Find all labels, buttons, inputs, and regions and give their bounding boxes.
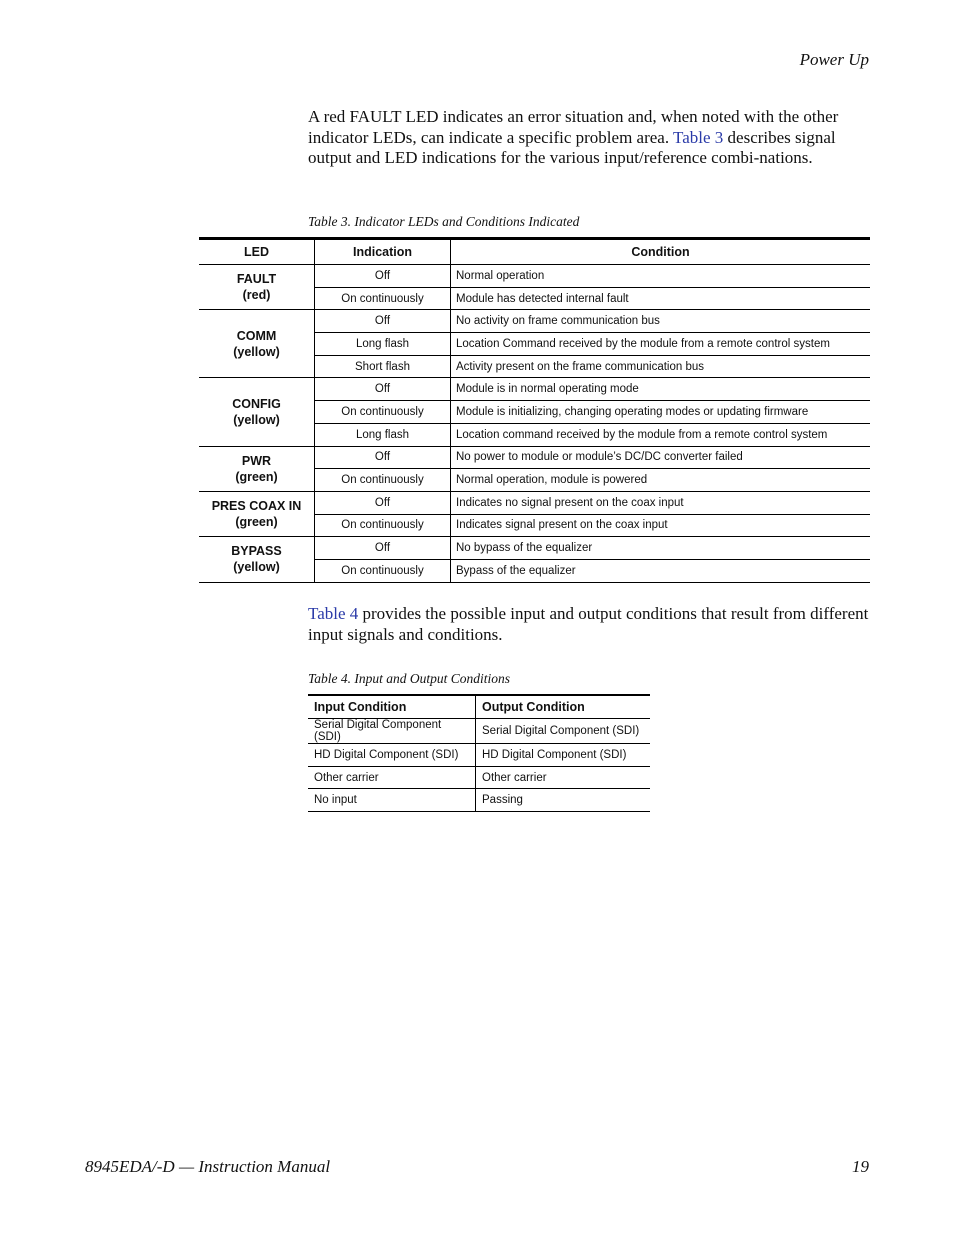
table3-caption: Table 3. Indicator LEDs and Conditions Indicated xyxy=(308,214,580,229)
led-color: (green) xyxy=(235,469,278,484)
indication-cell: On continuously xyxy=(315,514,451,537)
table4-intro-paragraph xyxy=(308,604,870,645)
intro-paragraph xyxy=(308,107,870,169)
led-name-cell xyxy=(199,310,315,378)
input-output-table xyxy=(308,694,650,812)
table4-caption: Table 4. Input and Output Conditions xyxy=(308,671,511,686)
led-name: FAULT xyxy=(236,272,277,287)
indication-cell: Long flash xyxy=(315,333,451,356)
condition-cell: Normal operation xyxy=(451,265,871,288)
led-color: (yellow) xyxy=(233,344,280,359)
output-cell: HD Digital Component (SDI) xyxy=(476,744,651,767)
table-row xyxy=(308,766,650,789)
col-header-indication: Indication xyxy=(315,239,451,265)
led-name: CONFIG xyxy=(232,396,281,411)
table-row xyxy=(199,378,870,401)
led-color: (yellow) xyxy=(233,560,280,575)
condition-cell: No bypass of the equalizer xyxy=(451,537,871,560)
table-row xyxy=(199,265,870,288)
running-head: Power Up xyxy=(799,50,869,69)
intro-text-2: describes signal output and LED indications for the various input/reference combi-nations. xyxy=(308,127,836,167)
condition-cell: Location Command received by the module from a remote control system xyxy=(451,333,871,356)
indication-cell: On continuously xyxy=(315,401,451,424)
intro-text-1: A red FAULT LED indicates an error situation and, when noted with the other indicator LEDs, can indicate a specific problem area. xyxy=(308,107,839,147)
output-cell: Passing xyxy=(476,789,651,812)
col-header-input: Input Condition xyxy=(308,695,476,719)
table-row xyxy=(199,446,870,469)
table4-link[interactable]: Table 4 xyxy=(308,604,359,623)
condition-cell: Indicates signal present on the coax input xyxy=(451,514,871,537)
condition-cell: No activity on frame communication bus xyxy=(451,310,871,333)
indication-cell: On continuously xyxy=(315,287,451,310)
input-cell: Other carrier xyxy=(308,766,476,789)
indication-cell: Long flash xyxy=(315,423,451,446)
table-row xyxy=(308,789,650,812)
led-name-cell xyxy=(199,265,315,310)
condition-cell: Indicates no signal present on the coax input xyxy=(451,491,871,514)
led-color: (red) xyxy=(242,288,271,303)
table-header-row xyxy=(199,239,870,265)
input-cell: No input xyxy=(308,789,476,812)
condition-cell: Module is in normal operating mode xyxy=(451,378,871,401)
condition-cell: No power to module or module’s DC/DC converter failed xyxy=(451,446,871,469)
led-color: (yellow) xyxy=(233,412,280,427)
led-name: PWR xyxy=(241,453,272,468)
led-name: COMM xyxy=(236,328,277,343)
led-name-cell xyxy=(199,491,315,536)
indication-cell: Off xyxy=(315,378,451,401)
output-cell: Other carrier xyxy=(476,766,651,789)
indication-cell: Short flash xyxy=(315,355,451,378)
table-header-row xyxy=(308,695,650,719)
indication-cell: Off xyxy=(315,446,451,469)
input-cell: HD Digital Component (SDI) xyxy=(308,744,476,767)
indication-cell: Off xyxy=(315,310,451,333)
footer-manual-title: 8945EDA/-D — Instruction Manual xyxy=(85,1157,331,1176)
led-name-cell xyxy=(199,537,315,582)
table-row xyxy=(199,310,870,333)
led-color: (green) xyxy=(235,515,278,530)
col-header-led: LED xyxy=(199,239,315,265)
condition-cell: Module is initializing, changing operating modes or updating firmware xyxy=(451,401,871,424)
input-cell: Serial Digital Component (SDI) xyxy=(308,719,476,744)
table-row xyxy=(308,744,650,767)
condition-cell: Normal operation, module is powered xyxy=(451,469,871,492)
led-indicator-table xyxy=(199,237,870,583)
led-name: PRES COAX IN xyxy=(211,499,302,514)
indication-cell: On continuously xyxy=(315,559,451,582)
table-row xyxy=(199,491,870,514)
condition-cell: Activity present on the frame communication bus xyxy=(451,355,871,378)
led-name-cell xyxy=(199,446,315,491)
page-number: 19 xyxy=(852,1157,869,1176)
condition-cell: Location command received by the module from a remote control system xyxy=(451,423,871,446)
indication-cell: Off xyxy=(315,537,451,560)
indication-cell: Off xyxy=(315,265,451,288)
table-row xyxy=(199,537,870,560)
table3-link[interactable]: Table 3 xyxy=(673,127,724,147)
output-cell: Serial Digital Component (SDI) xyxy=(476,719,651,744)
col-header-condition: Condition xyxy=(451,239,871,265)
table-row xyxy=(308,719,650,744)
indication-cell: On continuously xyxy=(315,469,451,492)
condition-cell: Bypass of the equalizer xyxy=(451,559,871,582)
col-header-output: Output Condition xyxy=(476,695,651,719)
led-name: BYPASS xyxy=(231,544,282,559)
table4-intro-text: provides the possible input and output conditions that result from different input signals and conditions. xyxy=(308,604,869,644)
condition-cell: Module has detected internal fault xyxy=(451,287,871,310)
indication-cell: Off xyxy=(315,491,451,514)
led-name-cell xyxy=(199,378,315,446)
